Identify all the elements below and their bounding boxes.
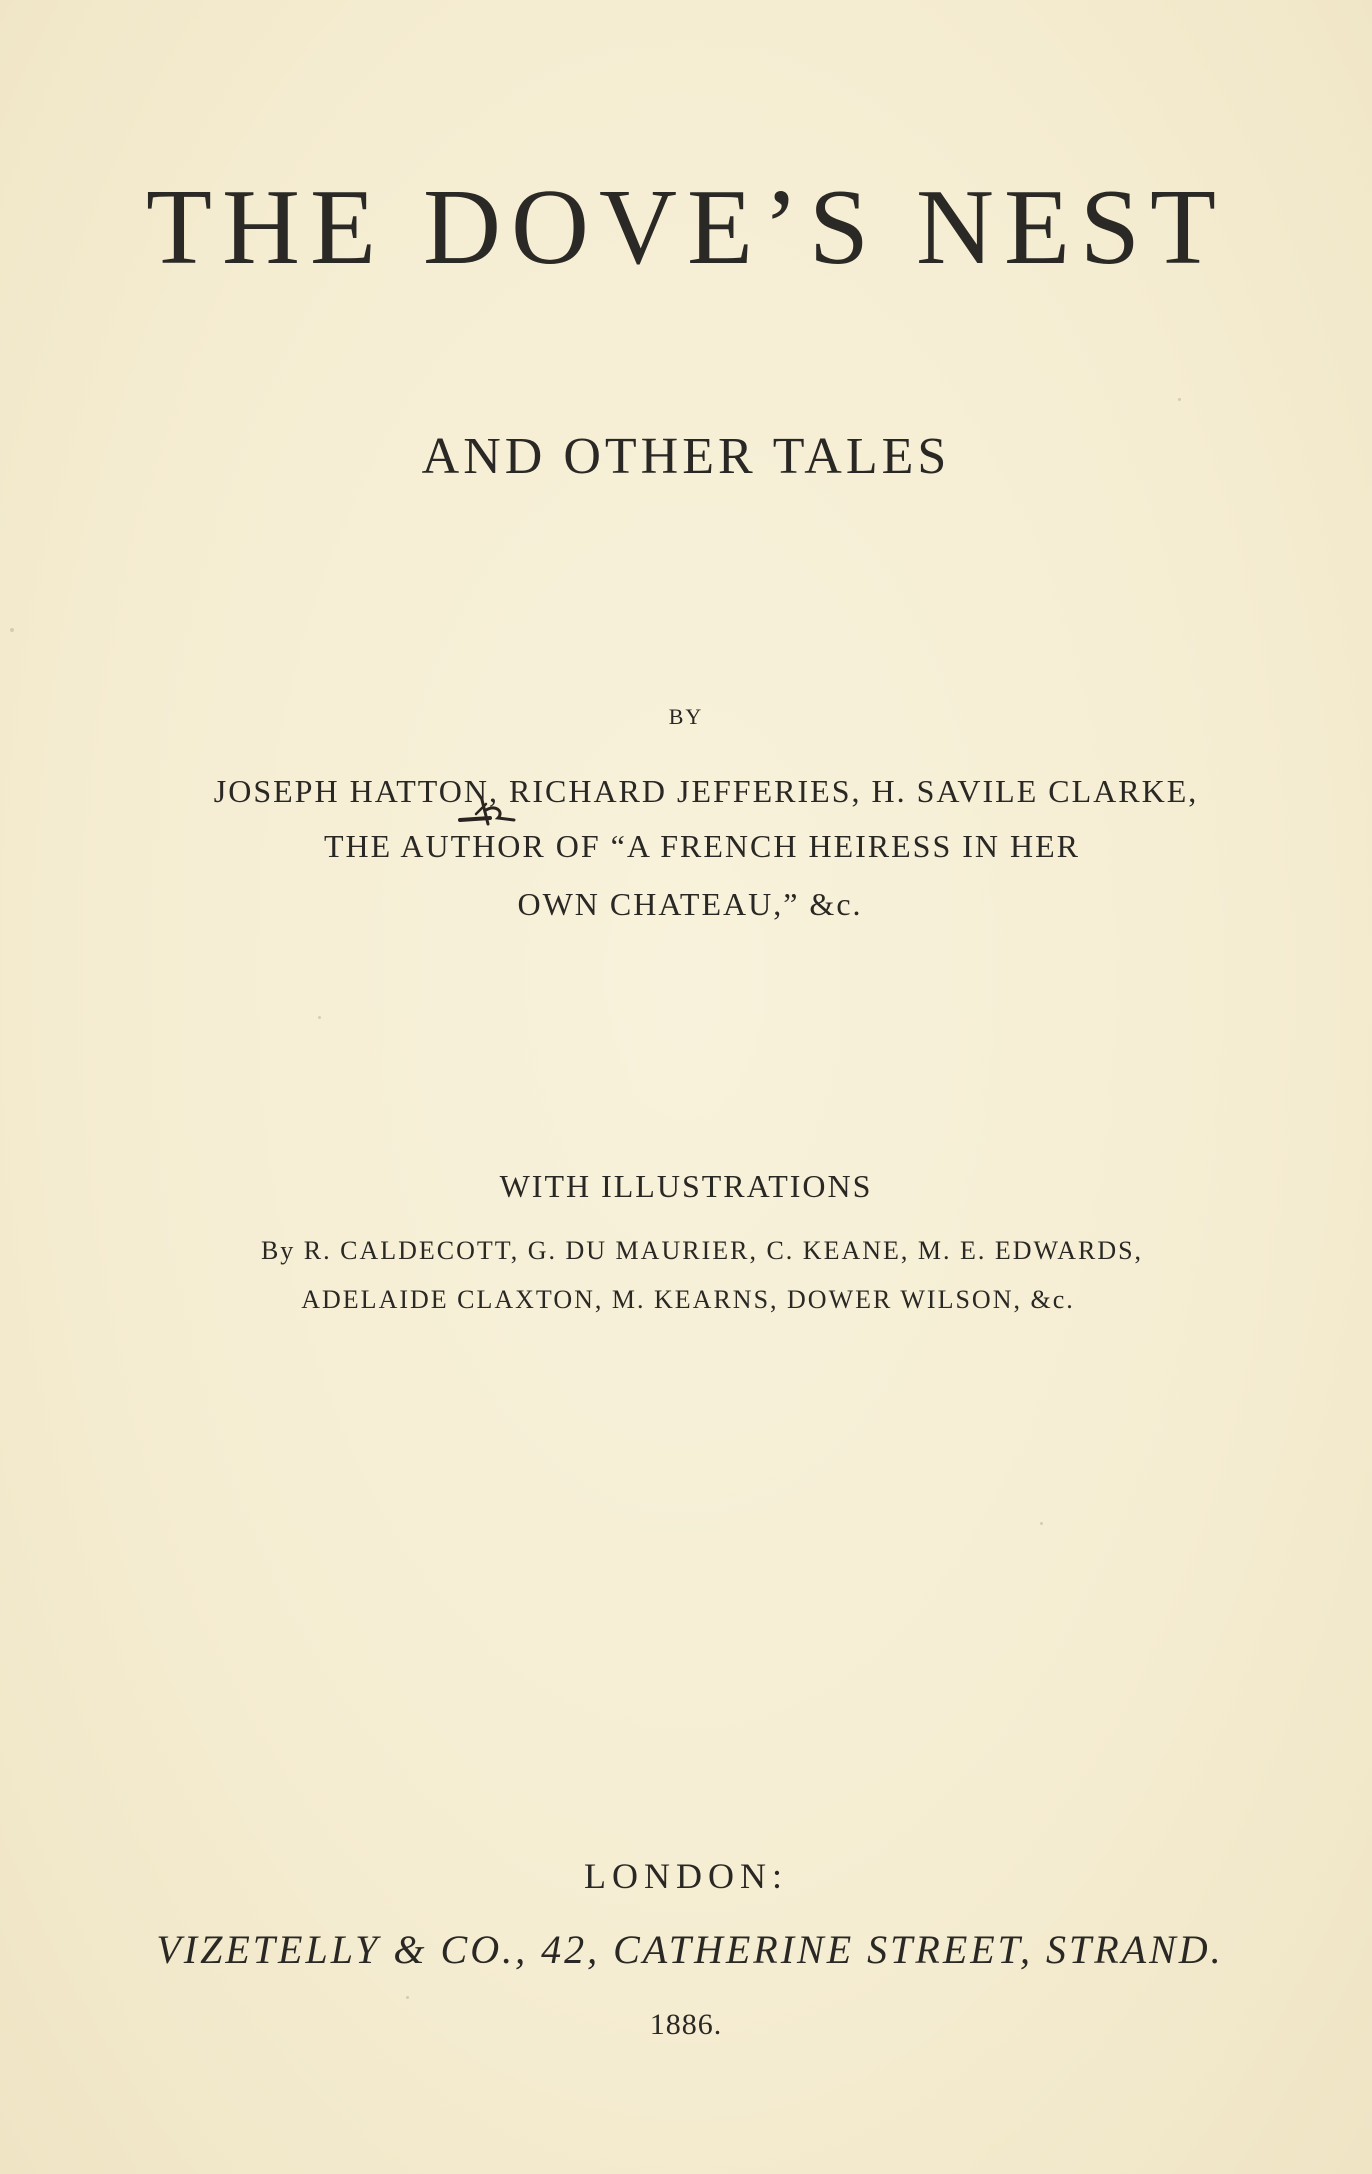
paper-speck <box>1178 398 1181 401</box>
illustrations-heading: WITH ILLUSTRATIONS <box>499 1168 873 1204</box>
book-title: THE DOVE’S NEST <box>146 168 1226 287</box>
paper-speck <box>318 1016 321 1019</box>
publisher-imprint: VIZETELLY & CO., 42, CATHERINE STREET, STRAND. <box>156 1927 1224 1972</box>
illustrators-line-1: By R. CALDECOTT, G. DU MAURIER, C. KEANE, M. E. EDWARDS, <box>260 1236 1144 1265</box>
publication-year: 1886. <box>649 2008 723 2041</box>
handwritten-pen-mark <box>456 774 516 830</box>
illustrators-line-2: ADELAIDE CLAXTON, M. KEARNS, DOWER WILSON, &c. <box>301 1285 1075 1314</box>
paper-speck <box>1040 1522 1043 1525</box>
authors-line-1: JOSEPH HATTON, RICHARD JEFFERIES, H. SAVILE CLARKE, <box>213 773 1199 809</box>
by-label: BY <box>668 704 704 729</box>
authors-line-3: OWN CHATEAU,” &c. <box>517 886 863 922</box>
book-subtitle: AND OTHER TALES <box>421 428 951 485</box>
paper-speck <box>406 1996 409 1999</box>
publication-place: LONDON: <box>584 1856 788 1896</box>
paper-speck <box>10 628 14 632</box>
authors-line-2: THE AUTHOR OF “A FRENCH HEIRESS IN HER <box>323 828 1081 864</box>
